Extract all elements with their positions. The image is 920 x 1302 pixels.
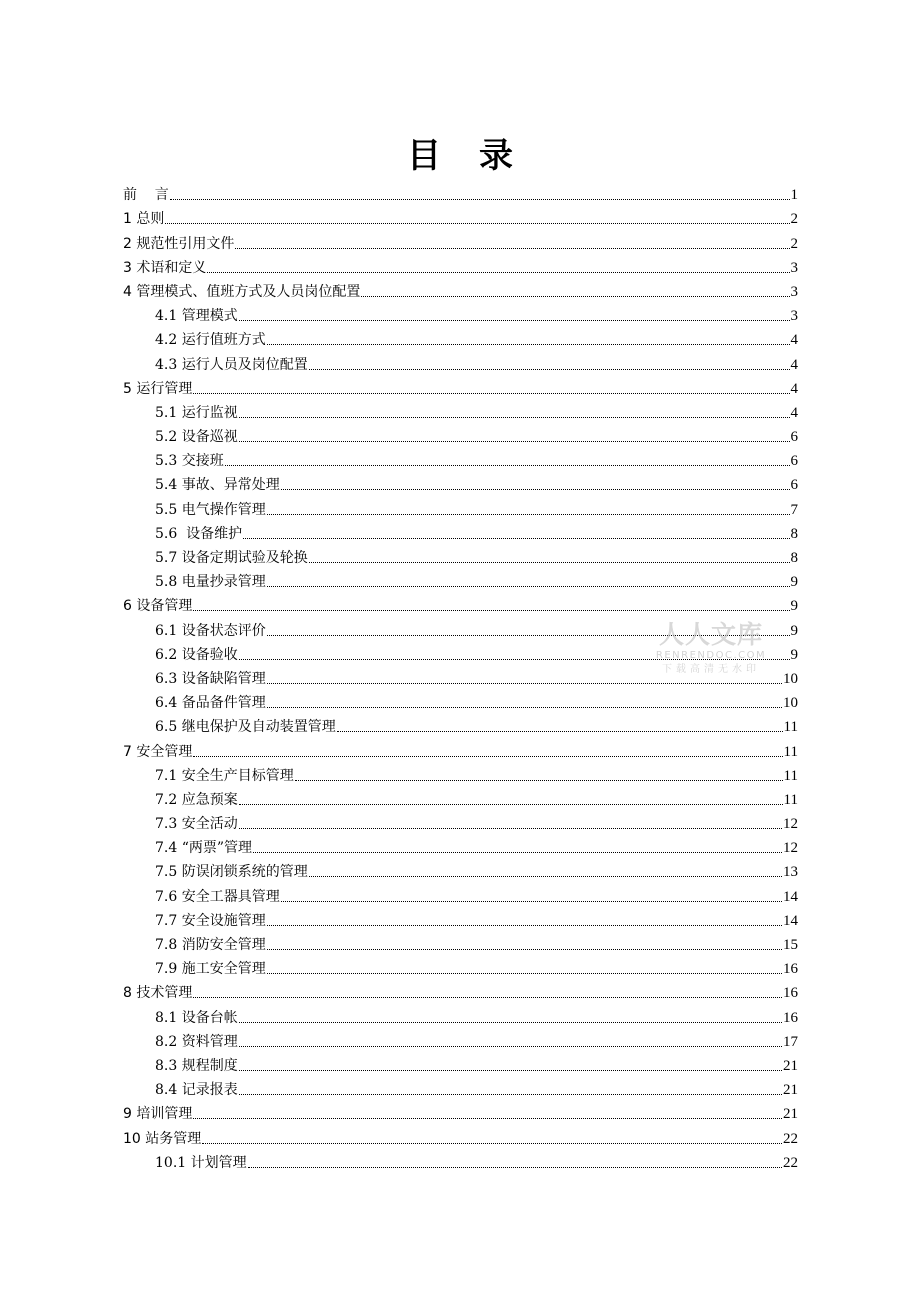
toc-entry[interactable] bbox=[123, 1123, 798, 1147]
toc-dot-leader bbox=[243, 538, 789, 539]
toc-entry[interactable] bbox=[123, 204, 798, 228]
watermark-sub-text: 下载高清无水印 bbox=[662, 664, 760, 675]
toc-entry-label: 4.3 运行人员及岗位配置 bbox=[155, 356, 308, 373]
toc-dot-leader bbox=[281, 901, 782, 902]
toc-entry-page-number: 8 bbox=[790, 550, 798, 566]
toc-entry-label: 1 总则 bbox=[123, 211, 165, 228]
toc-entry-page-number: 8 bbox=[790, 525, 798, 542]
toc-entry-page-number: 11 bbox=[783, 719, 798, 736]
toc-dot-leader bbox=[235, 248, 789, 249]
toc-entry[interactable] bbox=[123, 978, 798, 1002]
toc-entry[interactable] bbox=[123, 1099, 798, 1123]
toc-entry-page-number: 2 bbox=[790, 235, 798, 252]
toc-entry-page-number: 9 bbox=[790, 622, 798, 639]
toc-entry[interactable] bbox=[123, 494, 798, 518]
toc-entry-label: 7.3 安全活动 bbox=[155, 816, 238, 833]
toc-entry-label: 4.2 运行值班方式 bbox=[155, 332, 266, 349]
toc-entry-page-number: 21 bbox=[783, 1082, 798, 1099]
toc-dot-leader bbox=[193, 997, 782, 998]
toc-entry-label: 5.1 运行监视 bbox=[155, 404, 238, 421]
toc-entry[interactable] bbox=[123, 1027, 798, 1051]
toc-entry-page-number: 11 bbox=[783, 767, 798, 784]
toc-entry-label: 8.2 资料管理 bbox=[155, 1033, 238, 1050]
toc-entry-label: 7.8 消防安全管理 bbox=[155, 937, 266, 953]
toc-entry-page-number: 22 bbox=[783, 1154, 798, 1171]
toc-entry[interactable] bbox=[123, 277, 798, 301]
toc-dot-leader bbox=[361, 296, 789, 297]
toc-entry-label: 6.2 设备验收 bbox=[155, 646, 238, 663]
watermark-domain-text: RENRENDOC.COM bbox=[655, 650, 767, 661]
toc-dot-leader bbox=[193, 756, 782, 757]
toc-entry[interactable] bbox=[123, 1002, 798, 1026]
toc-entry-page-number: 21 bbox=[783, 1057, 798, 1074]
toc-entry-label: 7.1 安全生产目标管理 bbox=[155, 767, 294, 784]
toc-dot-leader bbox=[281, 489, 790, 490]
toc-entry-page-number: 10 bbox=[783, 670, 798, 687]
toc-entry-page-number: 15 bbox=[783, 937, 798, 953]
toc-entry[interactable] bbox=[123, 833, 798, 857]
toc-entry[interactable] bbox=[123, 1148, 798, 1172]
toc-entry-label: 7.5 防误闭锁系统的管理 bbox=[155, 864, 308, 881]
toc-dot-leader bbox=[267, 514, 790, 515]
toc-dot-leader bbox=[207, 272, 789, 273]
toc-dot-leader bbox=[225, 465, 790, 466]
toc-entry-label: 6.3 设备缺陷管理 bbox=[155, 670, 266, 687]
toc-entry[interactable] bbox=[123, 736, 798, 760]
toc-entry-label: 8.1 设备台帐 bbox=[155, 1009, 238, 1026]
toc-entry-label: 7 安全管理 bbox=[123, 743, 193, 760]
toc-entry-page-number: 16 bbox=[783, 1009, 798, 1026]
toc-entry-label: 8.4 记录报表 bbox=[155, 1082, 238, 1099]
toc-entry-page-number: 9 bbox=[790, 574, 798, 591]
toc-dot-leader bbox=[239, 320, 790, 321]
toc-dot-leader bbox=[239, 804, 783, 805]
toc-entry[interactable] bbox=[123, 543, 798, 567]
toc-dot-leader bbox=[165, 223, 789, 224]
toc-dot-leader bbox=[239, 417, 790, 418]
toc-entry-label: 2 规范性引用文件 bbox=[123, 235, 235, 252]
toc-entry-page-number: 9 bbox=[790, 646, 798, 663]
toc-dot-leader bbox=[193, 1118, 782, 1119]
page-title: 目录 bbox=[407, 136, 551, 176]
toc-entry-label: 7.7 安全设施管理 bbox=[155, 912, 266, 929]
toc-dot-leader bbox=[239, 1070, 782, 1071]
toc-entry-label: 5.5 电气操作管理 bbox=[155, 501, 266, 518]
toc-entry-label: 10.1 计划管理 bbox=[155, 1154, 247, 1171]
toc-dot-leader bbox=[193, 610, 789, 611]
toc-dot-leader bbox=[239, 1046, 782, 1047]
toc-entry-label: 8.3 规程制度 bbox=[155, 1057, 238, 1074]
toc-entry-page-number: 11 bbox=[783, 791, 798, 808]
toc-dot-leader bbox=[170, 199, 790, 200]
toc-entry-page-number: 11 bbox=[783, 743, 798, 760]
toc-entry-page-number: 21 bbox=[783, 1106, 798, 1123]
toc-entry-label: 4 管理模式、值班方式及人员岗位配置 bbox=[123, 283, 361, 300]
toc-entry[interactable] bbox=[123, 228, 798, 252]
toc-dot-leader bbox=[193, 393, 789, 394]
toc-dot-leader bbox=[267, 683, 782, 684]
toc-entry-label: 5.6 设备维护 bbox=[155, 525, 243, 542]
toc-entry-label: 7.9 施工安全管理 bbox=[155, 961, 266, 978]
toc-entry-page-number: 14 bbox=[783, 888, 798, 905]
toc-entry-label: 9 培训管理 bbox=[123, 1106, 193, 1123]
toc-entry[interactable] bbox=[123, 325, 798, 349]
toc-entry[interactable] bbox=[123, 349, 798, 373]
watermark-logo bbox=[646, 620, 776, 678]
toc-entry[interactable] bbox=[123, 1075, 798, 1099]
toc-dot-leader bbox=[309, 876, 782, 877]
toc-entry-label: 6.5 继电保护及自动装置管理 bbox=[155, 719, 336, 736]
toc-entry[interactable] bbox=[123, 567, 798, 591]
toc-entry-page-number: 3 bbox=[790, 283, 798, 300]
toc-dot-leader bbox=[267, 344, 790, 345]
toc-entry-label: 6 设备管理 bbox=[123, 598, 193, 615]
toc-entry-page-number: 4 bbox=[790, 380, 798, 397]
watermark-main-text: 人人文库 bbox=[658, 620, 763, 649]
toc-entry-label: 5.3 交接班 bbox=[155, 453, 224, 470]
toc-entry-label: 5.4 事故、异常处理 bbox=[155, 477, 280, 494]
toc-entry[interactable] bbox=[123, 761, 798, 785]
toc-dot-leader bbox=[239, 441, 790, 442]
toc-entry-label: 10 站务管理 bbox=[123, 1130, 202, 1147]
toc-dot-leader bbox=[309, 562, 790, 563]
toc-entry-label: 6.4 备品备件管理 bbox=[155, 695, 266, 712]
toc-entry-label: 5.7 设备定期试验及轮换 bbox=[155, 550, 308, 566]
toc-entry-page-number: 12 bbox=[783, 816, 798, 833]
toc-entry[interactable] bbox=[123, 809, 798, 833]
toc-entry[interactable] bbox=[123, 906, 798, 930]
toc-entry-label: 7.2 应急预案 bbox=[155, 791, 238, 808]
toc-entry-label: 7.4 “两票”管理 bbox=[155, 840, 253, 857]
toc-dot-leader bbox=[239, 828, 782, 829]
toc-entry[interactable] bbox=[123, 301, 798, 325]
toc-entry-page-number: 6 bbox=[790, 453, 798, 470]
toc-entry[interactable] bbox=[123, 857, 798, 881]
toc-entry-label: 3 术语和定义 bbox=[123, 259, 207, 276]
toc-dot-leader bbox=[267, 949, 782, 950]
toc-entry[interactable] bbox=[123, 954, 798, 978]
toc-entry[interactable] bbox=[123, 688, 798, 712]
toc-entry-page-number: 16 bbox=[783, 985, 798, 1002]
toc-entry-label: 8 技术管理 bbox=[123, 985, 193, 1002]
toc-dot-leader bbox=[337, 731, 783, 732]
toc-entry-label: 5.8 电量抄录管理 bbox=[155, 574, 266, 591]
toc-entry-page-number: 3 bbox=[790, 259, 798, 276]
toc-entry[interactable] bbox=[123, 930, 798, 954]
toc-dot-leader bbox=[309, 369, 790, 370]
toc-entry-page-number: 6 bbox=[790, 477, 798, 494]
toc-entry-page-number: 14 bbox=[783, 912, 798, 929]
toc-dot-leader bbox=[267, 586, 790, 587]
toc-entry-page-number: 17 bbox=[783, 1033, 798, 1050]
toc-entry[interactable] bbox=[123, 881, 798, 905]
toc-entry-page-number: 16 bbox=[783, 961, 798, 978]
toc-entry[interactable] bbox=[123, 398, 798, 422]
toc-entry-page-number: 4 bbox=[790, 404, 798, 421]
toc-entry[interactable] bbox=[123, 1051, 798, 1075]
toc-entry-page-number: 7 bbox=[790, 501, 798, 518]
toc-entry-page-number: 10 bbox=[783, 695, 798, 712]
toc-dot-leader bbox=[267, 925, 782, 926]
toc-entry-label: 4.1 管理模式 bbox=[155, 308, 238, 325]
toc-entry-page-number: 9 bbox=[790, 598, 798, 615]
toc-entry[interactable] bbox=[123, 591, 798, 615]
toc-entry-label: 7.6 安全工器具管理 bbox=[155, 888, 280, 905]
toc-entry-page-number: 2 bbox=[790, 211, 798, 228]
toc-entry-page-number: 6 bbox=[790, 429, 798, 446]
toc-dot-leader bbox=[267, 707, 782, 708]
toc-entry[interactable] bbox=[123, 712, 798, 736]
toc-entry[interactable] bbox=[123, 374, 798, 398]
toc-entry[interactable] bbox=[123, 422, 798, 446]
toc-entry-label: 5.2 设备巡视 bbox=[155, 429, 238, 446]
toc-dot-leader bbox=[202, 1143, 782, 1144]
toc-entry-page-number: 4 bbox=[790, 332, 798, 349]
toc-entry-page-number: 22 bbox=[783, 1130, 798, 1147]
toc-entry[interactable] bbox=[123, 253, 798, 277]
toc-dot-leader bbox=[253, 852, 782, 853]
toc-dot-leader bbox=[239, 1094, 782, 1095]
toc-entry[interactable] bbox=[123, 180, 798, 204]
toc-entry-label: 6.1 设备状态评价 bbox=[155, 622, 266, 639]
toc-entry[interactable] bbox=[123, 470, 798, 494]
toc-entry-page-number: 13 bbox=[783, 864, 798, 881]
toc-entry[interactable] bbox=[123, 785, 798, 809]
toc-entry-label: 前 言 bbox=[123, 187, 169, 204]
toc-entry-label: 5 运行管理 bbox=[123, 380, 193, 397]
toc-dot-leader bbox=[248, 1167, 782, 1168]
toc-dot-leader bbox=[295, 780, 783, 781]
toc-dot-leader bbox=[267, 973, 782, 974]
toc-entry[interactable] bbox=[123, 446, 798, 470]
toc-entry-page-number: 12 bbox=[783, 840, 798, 857]
toc-entry-page-number: 3 bbox=[790, 308, 798, 325]
toc-entry-page-number: 1 bbox=[790, 187, 798, 204]
toc-dot-leader bbox=[239, 1022, 782, 1023]
toc-entry-page-number: 4 bbox=[790, 356, 798, 373]
toc-entry[interactable] bbox=[123, 519, 798, 543]
